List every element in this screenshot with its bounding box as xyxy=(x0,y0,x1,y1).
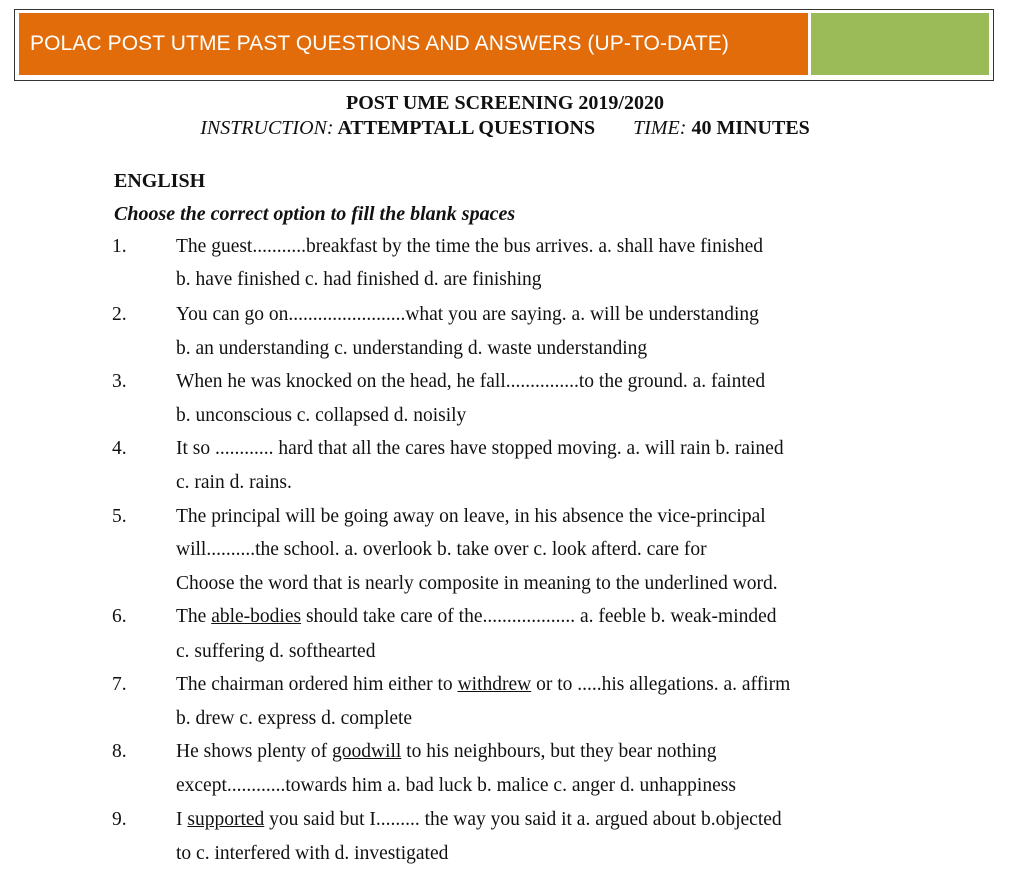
underlined-word: goodwill xyxy=(331,741,402,762)
exam-instruction-line xyxy=(0,117,1010,140)
question-text: The guest...........breakfast by the time the bus arrives. a. shall have finished xyxy=(176,236,763,257)
question-text: He shows plenty of goodwill to his neighbours, but they bear nothing xyxy=(176,741,717,762)
banner-title: POLAC POST UTME PAST QUESTIONS AND ANSWERS (UP-TO-DATE) xyxy=(30,32,729,55)
question-number: 8. xyxy=(112,741,127,762)
question-number: 5. xyxy=(112,506,127,527)
question-text: It so ............ hard that all the cares have stopped moving. a. will rain b. rained xyxy=(176,438,784,459)
question-options: c. rain d. rains. xyxy=(176,472,292,493)
banner-title-block xyxy=(19,13,808,75)
instruction-label: INSTRUCTION: xyxy=(200,117,334,139)
question-options: to c. interfered with d. investigated xyxy=(176,843,449,864)
underlined-word: able-bodies xyxy=(211,606,302,627)
question-number: 7. xyxy=(112,674,127,695)
subject-title: ENGLISH xyxy=(114,170,206,192)
question-options: except............towards him a. bad luck b. malice c. anger d. unhappiness xyxy=(176,775,736,796)
question-number: 9. xyxy=(112,809,127,830)
underlined-word: withdrew xyxy=(457,674,532,695)
banner-accent-block xyxy=(811,13,989,75)
section-directions: Choose the correct option to fill the blank spaces xyxy=(114,203,516,225)
question-text: The chairman ordered him either to withdrew or to .....his allegations. a. affirm xyxy=(176,674,791,695)
question-text: The able-bodies should take care of the................... a. feeble b. weak-minded xyxy=(176,606,777,627)
question-number: 2. xyxy=(112,304,127,325)
question-number: 1. xyxy=(112,236,127,257)
question-text: When he was knocked on the head, he fall...............to the ground. a. fainted xyxy=(176,371,766,392)
question-options: b. an understanding c. understanding d. waste understanding xyxy=(176,338,648,359)
question-options: c. suffering d. softhearted xyxy=(176,641,376,662)
question-number: 6. xyxy=(112,606,127,627)
question-text: The principal will be going away on leave, in his absence the vice-principal xyxy=(176,506,766,527)
question-options: b. have finished c. had finished d. are finishing xyxy=(176,269,542,290)
question-options: b. unconscious c. collapsed d. noisily xyxy=(176,405,467,426)
time-label: TIME: xyxy=(633,117,687,139)
question-number: 4. xyxy=(112,438,127,459)
section-directions-synonym: Choose the word that is nearly composite in meaning to the underlined word. xyxy=(176,573,778,594)
exam-heading: POST UME SCREENING 2019/2020 xyxy=(345,92,664,114)
underlined-word: supported xyxy=(187,809,265,830)
question-text: You can go on........................what you are saying. a. will be understanding xyxy=(176,304,759,325)
question-options: will..........the school. a. overlook b. take over c. look afterd. care for xyxy=(176,539,707,560)
instruction-text: ATTEMPTALL QUESTIONS xyxy=(333,117,596,139)
time-text: 40 MINUTES xyxy=(686,117,810,139)
question-options: b. drew c. express d. complete xyxy=(176,708,413,729)
question-text: I supported you said but I......... the way you said it a. argued about b.objected xyxy=(176,809,782,830)
question-number: 3. xyxy=(112,371,127,392)
